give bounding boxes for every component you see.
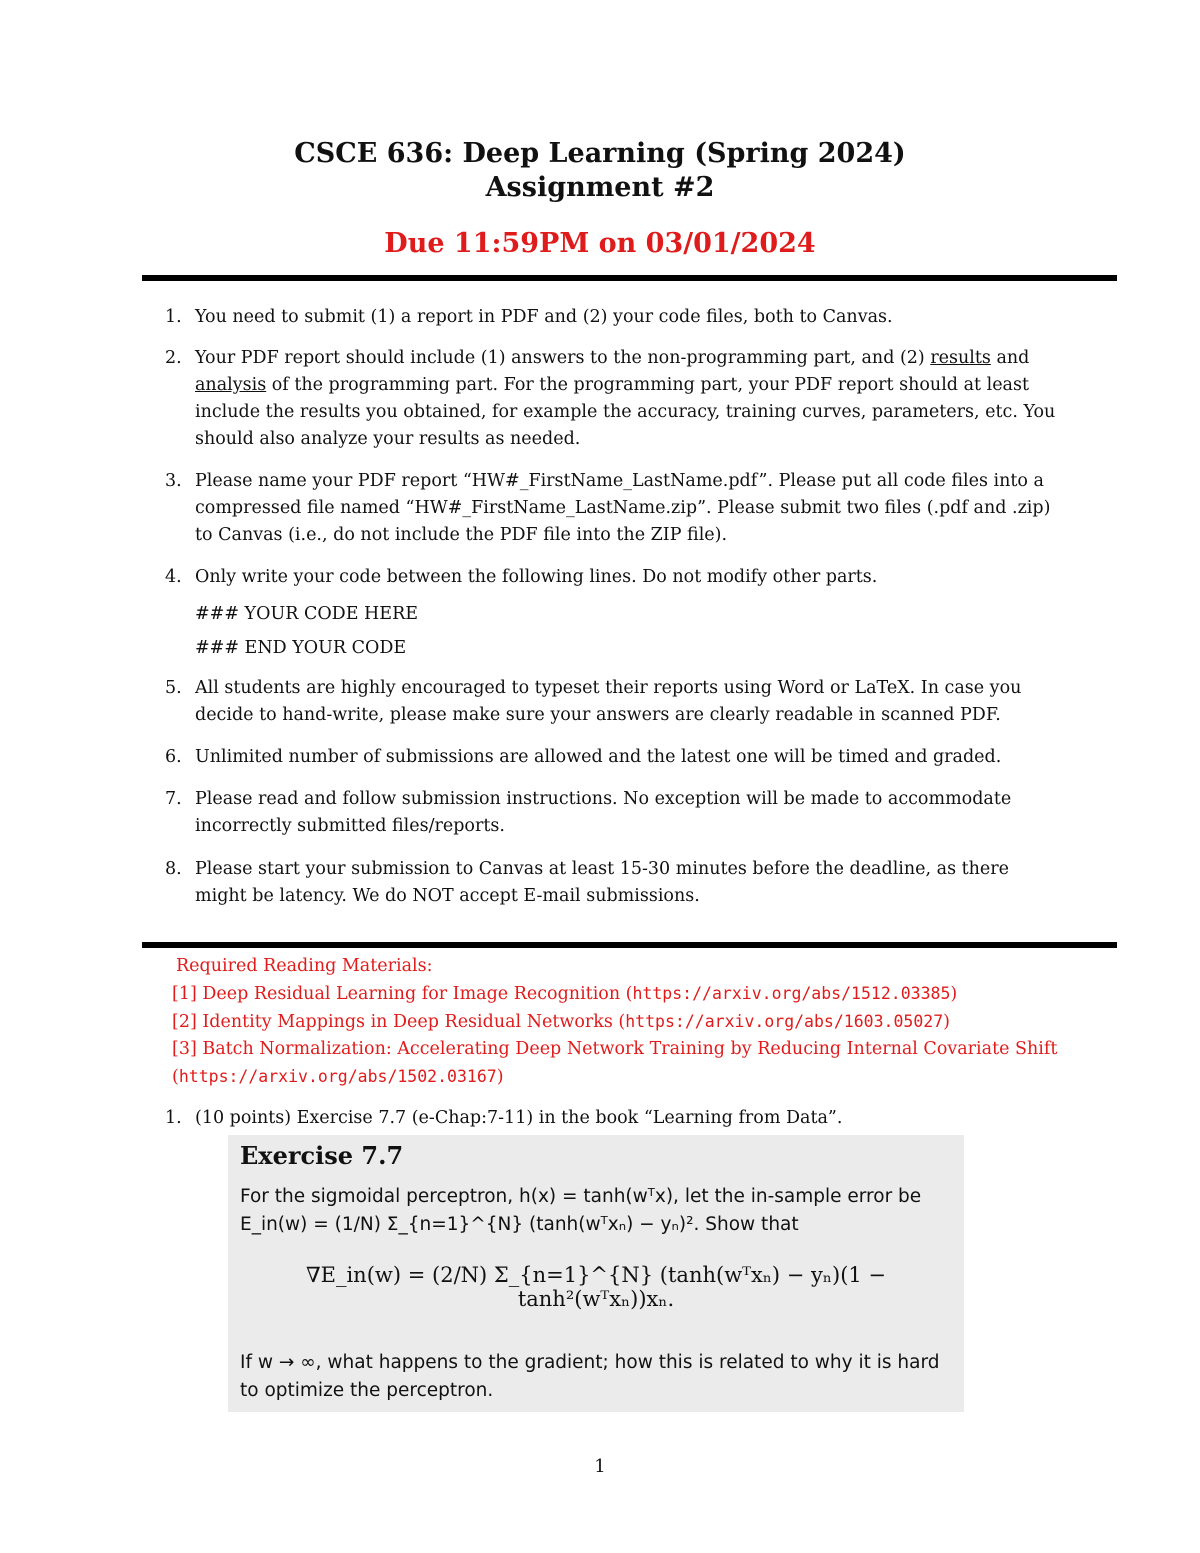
top-divider: [142, 275, 1117, 281]
code-marker-end: ### END YOUR CODE: [195, 638, 407, 658]
underlined-analysis: analysis: [195, 375, 267, 395]
ref-link-1[interactable]: https://arxiv.org/abs/1512.03385: [632, 984, 951, 1003]
middle-divider: [142, 942, 1117, 948]
reading-ref-3: [3] Batch Normalization: Accelerating Deep Network Training by Reducing Internal Covariate Shift (https://arxiv.org/abs/1502.03167): [172, 1039, 1058, 1087]
reading-ref-1: [1] Deep Residual Learning for Image Recognition (https://arxiv.org/abs/1512.03385): [172, 984, 958, 1004]
underlined-results: results: [930, 348, 991, 368]
exercise-formula: ∇E_in(w) = (2/N) Σ_{n=1}^{N} (tanh(wᵀxₙ) − yₙ)(1 − tanh²(wᵀxₙ))xₙ.: [305, 1263, 887, 1311]
code-marker-start: ### YOUR CODE HERE: [195, 604, 419, 624]
exercise-title: Exercise 7.7: [240, 1141, 404, 1170]
instruction-item-8: 8. Please start your submission to Canvas at least 15-30 minutes before the deadline, as there might be latency. We do NOT accept E-mail submissions.: [165, 859, 1009, 906]
ref-link-3[interactable]: https://arxiv.org/abs/1502.03167: [178, 1067, 497, 1086]
instruction-item-1: 1. You need to submit (1) a report in PDF and (2) your code files, both to Canvas.: [165, 307, 893, 327]
instruction-item-5: 5. All students are highly encouraged to typeset their reports using Word or LaTeX. In case you decide to hand-write, please make sure your answers are clearly readable in scanned PDF.: [165, 678, 1022, 725]
question-1: 1. (10 points) Exercise 7.7 (e-Chap:7-11) in the book “Learning from Data”.: [165, 1108, 843, 1128]
instruction-item-6: 6. Unlimited number of submissions are allowed and the latest one will be timed and graded.: [165, 747, 1002, 767]
page-number: 1: [594, 1456, 606, 1477]
exercise-intro: For the sigmoidal perceptron, h(x) = tanh(wᵀx), let the in-sample error be E_in(w) = (1/N) Σ_{n=1}^{N} (tanh(wᵀxₙ) − yₙ)². Show that: [240, 1186, 922, 1235]
required-reading: [142, 953, 1062, 1091]
instruction-item-7: 7. Please read and follow submission instructions. No exception will be made to accommodate incorrectly submitted files/reports.: [165, 789, 1012, 836]
exercise-box: [228, 1135, 964, 1412]
instruction-item-3: 3. Please name your PDF report “HW#_FirstName_LastName.pdf”. Please put all code files into a compressed file named “HW#_FirstName_LastName.zip”. Please submit two files (.pdf and .zip) to Canvas (i.e., do not include the PDF file into the ZIP file).: [165, 471, 1051, 545]
assignment-title: Assignment #2: [485, 172, 715, 203]
course-title: CSCE 636: Deep Learning (Spring 2024): [294, 138, 906, 169]
ref-link-2[interactable]: https://arxiv.org/abs/1603.05027: [625, 1012, 944, 1031]
instruction-item-2: 2. Your PDF report should include (1) answers to the non-programming part, and (2) results and analysis of the programming part. For the programming part, your PDF report should at least include the results you obtained, for example the accuracy, training curves, parameters, etc. You should also analyze your results as needed.: [165, 348, 1056, 449]
exercise-question: If w → ∞, what happens to the gradient; how this is related to why it is hard to optimize the perceptron.: [240, 1352, 940, 1401]
due-date: Due 11:59PM on 03/01/2024: [384, 228, 816, 259]
instruction-item-4: 4. Only write your code between the following lines. Do not modify other parts. ### YOUR CODE HERE ### END YOUR CODE: [195, 564, 1060, 665]
reading-ref-2: [2] Identity Mappings in Deep Residual Networks (https://arxiv.org/abs/1603.05027): [172, 1012, 950, 1032]
reading-heading: Required Reading Materials:: [176, 956, 433, 976]
